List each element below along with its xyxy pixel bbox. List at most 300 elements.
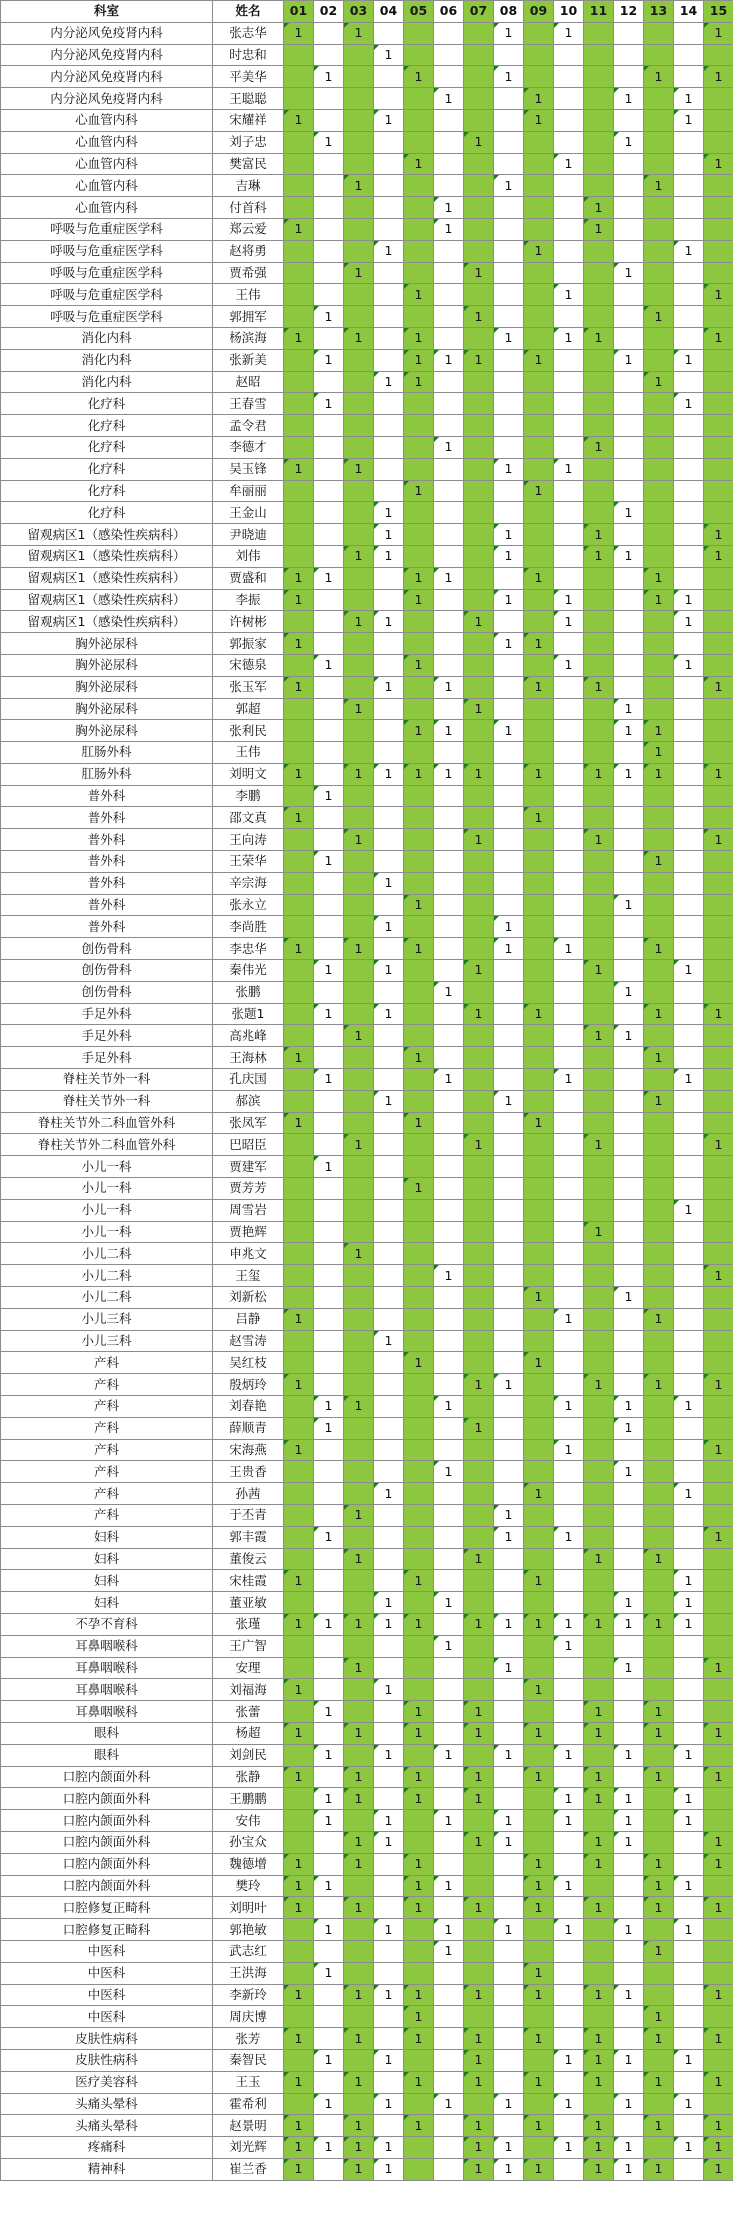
day-cell <box>374 851 404 873</box>
day-cell: 1 <box>494 1744 524 1766</box>
name-cell: 吕静 <box>213 1308 284 1330</box>
day-cell: 1 <box>584 2137 614 2159</box>
day-cell: 1 <box>644 1940 674 1962</box>
day-cell <box>644 1112 674 1134</box>
day-cell: 1 <box>404 1788 434 1810</box>
day-cell: 1 <box>284 2137 314 2159</box>
day-cell: 1 <box>704 153 733 175</box>
day-cell: 1 <box>674 960 704 982</box>
day-cell: 1 <box>314 2049 344 2071</box>
column-header-day-06: 06 <box>434 1 464 23</box>
day-cell <box>554 1374 584 1396</box>
day-cell <box>524 1134 554 1156</box>
column-header-day-05: 05 <box>404 1 434 23</box>
day-cell <box>374 1287 404 1309</box>
day-cell <box>434 1504 464 1526</box>
day-cell <box>344 720 374 742</box>
name-cell: 辛宗海 <box>213 872 284 894</box>
day-cell <box>434 44 464 66</box>
day-cell <box>704 1744 733 1766</box>
day-cell <box>464 218 494 240</box>
day-cell <box>584 1940 614 1962</box>
day-cell <box>644 153 674 175</box>
name-cell: 李尚胜 <box>213 916 284 938</box>
day-cell <box>584 1156 614 1178</box>
day-cell: 1 <box>434 1919 464 1941</box>
day-cell: 1 <box>344 1657 374 1679</box>
name-cell: 周雪岩 <box>213 1199 284 1221</box>
day-cell <box>584 1439 614 1461</box>
day-cell: 1 <box>344 1134 374 1156</box>
table-row <box>1 415 733 437</box>
day-cell: 1 <box>584 1701 614 1723</box>
day-cell <box>404 197 434 219</box>
day-cell: 1 <box>344 1613 374 1635</box>
day-cell: 1 <box>704 1003 733 1025</box>
day-cell <box>434 175 464 197</box>
day-cell <box>584 1352 614 1374</box>
day-cell <box>344 567 374 589</box>
name-cell: 张新美 <box>213 349 284 371</box>
day-cell <box>344 153 374 175</box>
day-cell <box>404 1548 434 1570</box>
dept-cell: 创伤骨科 <box>1 938 213 960</box>
day-cell <box>314 1330 344 1352</box>
day-cell <box>464 1090 494 1112</box>
table-row <box>1 2006 733 2028</box>
day-cell <box>554 262 584 284</box>
name-cell: 刘子忠 <box>213 131 284 153</box>
day-cell <box>284 1330 314 1352</box>
day-cell <box>314 22 344 44</box>
day-cell <box>644 545 674 567</box>
day-cell: 1 <box>494 1657 524 1679</box>
day-cell <box>344 393 374 415</box>
day-cell <box>644 1069 674 1091</box>
table-row <box>1 720 733 742</box>
day-cell: 1 <box>554 327 584 349</box>
day-cell <box>464 1461 494 1483</box>
day-cell: 1 <box>614 1984 644 2006</box>
day-cell <box>374 1047 404 1069</box>
day-cell <box>494 2049 524 2071</box>
name-cell: 张蕾 <box>213 1701 284 1723</box>
day-cell: 1 <box>464 611 494 633</box>
day-cell <box>704 1962 733 1984</box>
day-cell <box>584 22 614 44</box>
day-cell <box>524 742 554 764</box>
name-cell: 李忠华 <box>213 938 284 960</box>
day-cell <box>404 1635 434 1657</box>
day-cell <box>494 1897 524 1919</box>
day-cell <box>284 1461 314 1483</box>
day-cell <box>314 240 344 262</box>
day-cell <box>464 1919 494 1941</box>
table-row <box>1 131 733 153</box>
day-cell <box>614 676 644 698</box>
day-cell <box>554 676 584 698</box>
day-cell: 1 <box>644 2071 674 2093</box>
day-cell: 1 <box>284 633 314 655</box>
day-cell <box>524 1156 554 1178</box>
dept-cell: 留观病区1（感染性疾病科） <box>1 611 213 633</box>
day-cell <box>584 109 614 131</box>
day-cell <box>344 2093 374 2115</box>
day-cell <box>374 262 404 284</box>
day-cell <box>674 306 704 328</box>
day-cell <box>494 240 524 262</box>
day-cell <box>344 371 374 393</box>
day-cell <box>614 1766 644 1788</box>
day-cell <box>674 938 704 960</box>
day-cell <box>374 894 404 916</box>
day-cell: 1 <box>344 22 374 44</box>
day-cell: 1 <box>554 1744 584 1766</box>
table-row <box>1 698 733 720</box>
day-cell: 1 <box>614 1831 644 1853</box>
day-cell <box>584 1483 614 1505</box>
day-cell <box>284 1134 314 1156</box>
day-cell <box>644 1396 674 1418</box>
day-cell: 1 <box>344 458 374 480</box>
day-cell <box>614 393 644 415</box>
day-cell <box>494 1265 524 1287</box>
day-cell <box>464 153 494 175</box>
day-cell <box>584 720 614 742</box>
name-cell: 尹晓迪 <box>213 524 284 546</box>
day-cell <box>464 240 494 262</box>
day-cell: 1 <box>464 1897 494 1919</box>
day-cell: 1 <box>584 1025 614 1047</box>
day-cell <box>644 960 674 982</box>
dept-cell: 心血管内科 <box>1 197 213 219</box>
day-cell <box>494 829 524 851</box>
dept-cell: 产科 <box>1 1352 213 1374</box>
day-cell <box>674 1287 704 1309</box>
name-cell: 王鹏鹏 <box>213 1788 284 1810</box>
day-cell <box>674 262 704 284</box>
day-cell <box>374 218 404 240</box>
day-cell: 1 <box>584 1897 614 1919</box>
dept-cell: 化疗科 <box>1 480 213 502</box>
day-cell <box>554 1657 584 1679</box>
day-cell <box>494 1461 524 1483</box>
day-cell <box>284 1003 314 1025</box>
day-cell <box>554 633 584 655</box>
day-cell <box>524 1526 554 1548</box>
dept-cell: 消化内科 <box>1 327 213 349</box>
day-cell <box>404 109 434 131</box>
table-row <box>1 1635 733 1657</box>
day-cell <box>554 785 584 807</box>
name-cell: 赵景明 <box>213 2115 284 2137</box>
dept-cell: 中医科 <box>1 1940 213 1962</box>
day-cell <box>644 480 674 502</box>
day-cell: 1 <box>284 1897 314 1919</box>
day-cell <box>344 676 374 698</box>
day-cell <box>554 1047 584 1069</box>
dept-cell: 肛肠外科 <box>1 763 213 785</box>
day-cell <box>584 1003 614 1025</box>
day-cell: 1 <box>344 327 374 349</box>
day-cell <box>404 458 434 480</box>
dept-cell: 产科 <box>1 1417 213 1439</box>
day-cell <box>494 1199 524 1221</box>
day-cell <box>464 458 494 480</box>
day-cell <box>644 393 674 415</box>
day-cell <box>584 480 614 502</box>
day-cell <box>614 589 644 611</box>
day-cell: 1 <box>644 1897 674 1919</box>
day-cell <box>674 1156 704 1178</box>
day-cell <box>644 197 674 219</box>
day-cell: 1 <box>524 1112 554 1134</box>
day-cell <box>374 1461 404 1483</box>
day-cell <box>644 349 674 371</box>
day-cell: 1 <box>494 589 524 611</box>
day-cell: 1 <box>464 960 494 982</box>
day-cell <box>524 2006 554 2028</box>
day-cell <box>344 240 374 262</box>
day-cell <box>674 633 704 655</box>
day-cell: 1 <box>554 611 584 633</box>
dept-cell: 皮肤性病科 <box>1 2028 213 2050</box>
day-cell: 1 <box>404 371 434 393</box>
day-cell: 1 <box>614 1919 644 1941</box>
day-cell <box>554 698 584 720</box>
day-cell <box>584 1287 614 1309</box>
day-cell: 1 <box>494 1504 524 1526</box>
day-cell <box>674 1722 704 1744</box>
day-cell <box>344 2049 374 2071</box>
day-cell: 1 <box>554 1788 584 1810</box>
day-cell <box>434 2006 464 2028</box>
day-cell <box>464 1221 494 1243</box>
day-cell <box>554 2115 584 2137</box>
day-cell <box>284 175 314 197</box>
day-cell <box>284 829 314 851</box>
day-cell: 1 <box>704 2115 733 2137</box>
day-cell <box>704 109 733 131</box>
day-cell <box>704 633 733 655</box>
day-cell <box>314 1287 344 1309</box>
dept-cell: 普外科 <box>1 894 213 916</box>
day-cell: 1 <box>314 2093 344 2115</box>
day-cell <box>524 1701 554 1723</box>
day-cell <box>524 829 554 851</box>
table-row <box>1 2071 733 2093</box>
dept-cell: 化疗科 <box>1 415 213 437</box>
day-cell <box>644 1504 674 1526</box>
day-cell <box>674 1635 704 1657</box>
day-cell <box>494 1483 524 1505</box>
table-row <box>1 807 733 829</box>
day-cell <box>434 1417 464 1439</box>
day-cell <box>404 306 434 328</box>
day-cell <box>674 1766 704 1788</box>
day-cell <box>584 654 614 676</box>
day-cell <box>494 1243 524 1265</box>
day-cell <box>434 1439 464 1461</box>
name-cell: 王荣华 <box>213 851 284 873</box>
name-cell: 孟令君 <box>213 415 284 437</box>
day-cell: 1 <box>584 2158 614 2180</box>
day-cell <box>434 66 464 88</box>
name-cell: 樊富民 <box>213 153 284 175</box>
day-cell <box>554 1701 584 1723</box>
day-cell <box>494 1025 524 1047</box>
day-cell: 1 <box>614 349 644 371</box>
day-cell <box>344 1199 374 1221</box>
day-cell <box>374 1657 404 1679</box>
day-cell <box>374 1352 404 1374</box>
day-cell <box>554 872 584 894</box>
dept-cell: 消化内科 <box>1 349 213 371</box>
table-row <box>1 1025 733 1047</box>
day-cell <box>584 1962 614 1984</box>
dept-cell: 小儿二科 <box>1 1265 213 1287</box>
day-cell <box>464 654 494 676</box>
day-cell <box>404 698 434 720</box>
day-cell <box>434 1025 464 1047</box>
name-cell: 李鹏 <box>213 785 284 807</box>
day-cell <box>584 284 614 306</box>
day-cell <box>584 872 614 894</box>
day-cell: 1 <box>284 2115 314 2137</box>
day-cell: 1 <box>524 633 554 655</box>
day-cell <box>554 524 584 546</box>
day-cell <box>464 371 494 393</box>
day-cell <box>464 1047 494 1069</box>
name-cell: 郭丰霞 <box>213 1526 284 1548</box>
day-cell: 1 <box>464 1984 494 2006</box>
day-cell <box>284 894 314 916</box>
day-cell <box>554 1831 584 1853</box>
day-cell <box>644 1919 674 1941</box>
day-cell <box>314 1548 344 1570</box>
day-cell <box>344 589 374 611</box>
name-cell: 牟丽丽 <box>213 480 284 502</box>
day-cell <box>494 1396 524 1418</box>
name-cell: 贾建军 <box>213 1156 284 1178</box>
day-cell: 1 <box>494 1613 524 1635</box>
dept-cell: 口腔内颌面外科 <box>1 1831 213 1853</box>
day-cell <box>704 1287 733 1309</box>
day-cell: 1 <box>614 1287 644 1309</box>
day-cell <box>644 981 674 1003</box>
day-cell: 1 <box>674 393 704 415</box>
day-cell <box>584 1265 614 1287</box>
day-cell: 1 <box>704 2071 733 2093</box>
day-cell: 1 <box>374 763 404 785</box>
day-cell <box>644 2137 674 2159</box>
day-cell: 1 <box>584 2049 614 2071</box>
day-cell <box>404 1221 434 1243</box>
day-cell <box>284 1178 314 1200</box>
day-cell: 1 <box>554 1439 584 1461</box>
name-cell: 吴玉锋 <box>213 458 284 480</box>
day-cell: 1 <box>344 1548 374 1570</box>
day-cell <box>524 153 554 175</box>
day-cell <box>644 872 674 894</box>
day-cell <box>344 807 374 829</box>
day-cell <box>434 1897 464 1919</box>
dept-cell: 化疗科 <box>1 502 213 524</box>
day-cell <box>644 1744 674 1766</box>
day-cell <box>644 502 674 524</box>
day-cell <box>284 1352 314 1374</box>
day-cell <box>554 436 584 458</box>
dept-cell: 心血管内科 <box>1 131 213 153</box>
day-cell: 1 <box>404 1701 434 1723</box>
day-cell <box>704 1352 733 1374</box>
day-cell <box>524 436 554 458</box>
dept-cell: 口腔内颌面外科 <box>1 1766 213 1788</box>
day-cell <box>524 1940 554 1962</box>
day-cell <box>704 1396 733 1418</box>
day-cell: 1 <box>644 763 674 785</box>
day-cell: 1 <box>644 1766 674 1788</box>
day-cell: 1 <box>584 1853 614 1875</box>
day-cell: 1 <box>344 1897 374 1919</box>
day-cell: 1 <box>524 1352 554 1374</box>
day-cell: 1 <box>614 1025 644 1047</box>
day-cell <box>494 262 524 284</box>
day-cell <box>344 66 374 88</box>
day-cell <box>284 1221 314 1243</box>
dept-cell: 妇科 <box>1 1592 213 1614</box>
day-cell <box>494 611 524 633</box>
day-cell <box>554 1570 584 1592</box>
day-cell <box>554 349 584 371</box>
name-cell: 邵文真 <box>213 807 284 829</box>
day-cell <box>584 44 614 66</box>
day-cell <box>674 1701 704 1723</box>
day-cell <box>524 1069 554 1091</box>
day-cell: 1 <box>404 2006 434 2028</box>
day-cell <box>374 175 404 197</box>
table-row <box>1 1679 733 1701</box>
day-cell <box>314 109 344 131</box>
name-cell: 张玉军 <box>213 676 284 698</box>
day-cell <box>674 2006 704 2028</box>
day-cell <box>704 393 733 415</box>
day-cell <box>314 284 344 306</box>
dept-cell: 内分泌风免疫肾内科 <box>1 88 213 110</box>
table-row <box>1 938 733 960</box>
column-header-day-11: 11 <box>584 1 614 23</box>
day-cell <box>704 1178 733 1200</box>
day-cell: 1 <box>374 2049 404 2071</box>
day-cell: 1 <box>584 197 614 219</box>
day-cell <box>644 415 674 437</box>
day-cell <box>704 720 733 742</box>
day-cell <box>524 2049 554 2071</box>
dept-cell: 头痛头晕科 <box>1 2093 213 2115</box>
day-cell: 1 <box>524 1984 554 2006</box>
day-cell: 1 <box>494 22 524 44</box>
day-cell <box>374 720 404 742</box>
day-cell: 1 <box>524 1853 554 1875</box>
table-row <box>1 1831 733 1853</box>
day-cell <box>644 44 674 66</box>
dept-cell: 妇科 <box>1 1526 213 1548</box>
day-cell <box>674 763 704 785</box>
day-cell <box>554 720 584 742</box>
day-cell: 1 <box>494 545 524 567</box>
day-cell <box>284 981 314 1003</box>
day-cell <box>404 1679 434 1701</box>
